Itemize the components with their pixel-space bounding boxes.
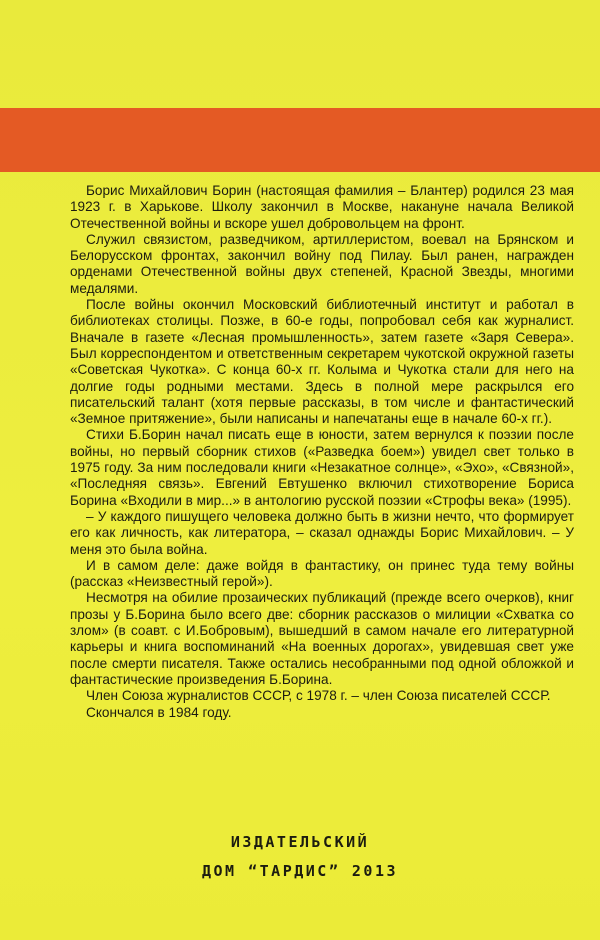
bio-paragraph-quote: – У каждого пишущего человека должно быть в жизни нечто, что формирует его как личность, как литератора, – сказал однажды Борис Михайлович. – У меня это была война. [70, 508, 574, 557]
bio-paragraph-fantasy: И в самом деле: даже войдя в фантастику, он принес туда тему войны (рассказ «Неизвестный герой»). [70, 557, 574, 590]
bio-paragraph-death: Скончался в 1984 году. [86, 704, 232, 720]
orange-band [0, 108, 600, 172]
bio-paragraph-poetry: Стихи Б.Борин начал писать еще в юности, затем вернулся к поэзии после войны, но первый сборник стихов («Разведка боем») увидел свет только в 1975 году. За ним последовали книги «Незакатное солнце», «Эхо», «Связной», «Последняя связь». Евгений Евтушенко включил стихотворение Бориса Борина «Входили в мир...» в антологию русской поэзии «Строфы века» (1995). [70, 427, 574, 508]
bio-paragraph-service: Служил связистом, разведчиком, артиллеристом, воевал на Брянском и Белорусском фронтах, закончил войну под Пилау. Был ранен, награжден орденами Отечественной войны двух степеней, Красной Звезды, многими медалями. [70, 231, 574, 296]
publisher-imprint [0, 828, 600, 886]
bio-paragraph-unions: Член Союза журналистов СССР, с 1978 г. – член Союза писателей СССР. [86, 688, 551, 704]
author-biography [70, 183, 574, 721]
bio-paragraph-birth: Борис Михайлович Борин (настоящая фамилия – Блантер) родился 23 мая 1923 г. в Харькове. Школу закончил в Москве, накануне начала Великой Отечественной войны и вскоре ушел добровольцем на фронт. [70, 183, 574, 231]
bio-paragraph-prose: Несмотря на обилие прозаических публикаций (прежде всего очерков), книг прозы у Б.Борина было всего две: сборник рассказов о милиции «Схватка со злом» (в соавт. с И.Бобровым), вышедший в самом начале его литературной карьеры и книга воспоминаний «На военных дорогах», увидевшая свет уже после смерти писателя. Также остались несобранными под одной обложкой и фантастические произведения Б.Борина. [70, 590, 574, 687]
publisher-line-2: ДОМ “ТАРДИС” 2013 [201, 862, 399, 880]
publisher-line-1: ИЗДАТЕЛЬСКИЙ [230, 833, 370, 851]
bio-paragraph-career: После войны окончил Московский библиотечный институт и работал в библиотеках столицы. Позже, в 60-е годы, попробовал себя как журналист. Вначале в газете «Лесная промышленность», затем газете «Заря Севера». Был корреспондентом и ответственным секретарем чукотской окружной газеты «Советская Чукотка». С конца 60-х гг. Колыма и Чукотка стали для него на долгие годы родными местами. Здесь в полной мере раскрылся его писательский талант (хотя первые рассказы, в том числе и фантастический «Земное притяжение», были написаны и напечатаны еще в начале 60-х гг.). [70, 297, 574, 427]
